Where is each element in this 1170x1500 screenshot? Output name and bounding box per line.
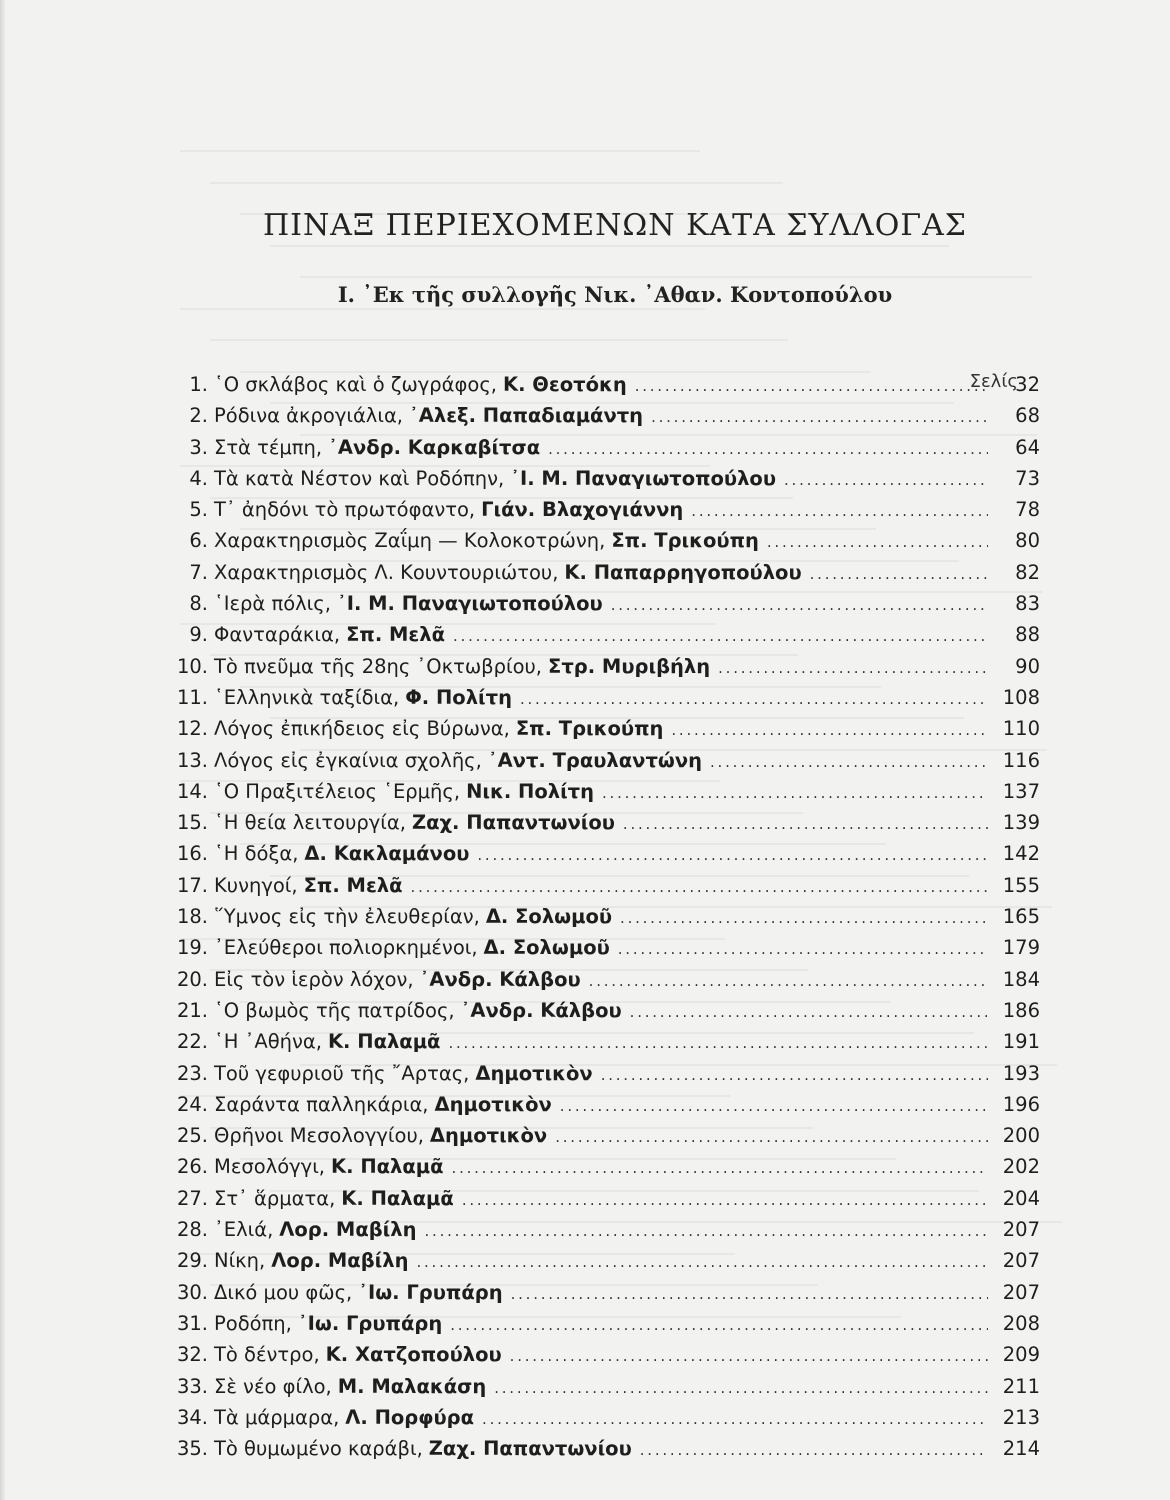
entry-page: 191 — [1002, 1030, 1040, 1054]
dot-leader — [618, 934, 988, 965]
entry-title: Χαρακτηρισμὸς Λ. Κουντουριώτου, — [214, 560, 559, 584]
toc-entry — [168, 494, 1040, 525]
entry-number: 24. — [176, 1092, 208, 1116]
dot-leader — [555, 1122, 988, 1153]
dot-leader — [452, 1153, 988, 1184]
bleed-through-line — [210, 339, 788, 341]
entry-page: 137 — [1002, 779, 1040, 803]
entry-author: Σπ. Μελᾶ — [303, 873, 403, 897]
entry-page: 32 — [1015, 373, 1040, 396]
toc-entry — [168, 400, 1040, 431]
toc-entry — [168, 1402, 1040, 1433]
toc-entry — [168, 1339, 1040, 1370]
entry-number: 1. — [189, 373, 208, 396]
entry-author: Λορ. Μαβίλη — [271, 1249, 409, 1273]
toc-entry — [168, 838, 1040, 869]
toc-entry — [168, 1371, 1040, 1402]
toc-entry — [168, 1058, 1040, 1089]
toc-entry — [168, 1120, 1040, 1151]
entry-number: 21. — [176, 998, 208, 1022]
dot-leader — [589, 966, 988, 997]
toc-entry — [168, 807, 1040, 838]
entry-title: Δικό μου φῶς, — [214, 1280, 353, 1304]
entry-number: 8. — [189, 592, 208, 616]
entry-author: Ζαχ. Παπαντωνίου — [411, 811, 615, 835]
toc-entry — [168, 557, 1040, 588]
entry-author: Γιάν. Βλαχογιάννη — [481, 498, 684, 522]
entry-number: 35. — [176, 1437, 208, 1461]
dot-leader — [611, 590, 988, 621]
entry-page: 88 — [1015, 623, 1040, 647]
toc-entry — [168, 1308, 1040, 1339]
entry-author: Λορ. Μαβίλη — [279, 1218, 417, 1242]
toc-entry — [168, 1026, 1040, 1057]
dot-leader — [450, 1310, 988, 1341]
entry-number: 7. — [189, 560, 208, 584]
entry-title: Λόγος εἰς ἐγκαίνια σχολῆς, — [214, 748, 482, 772]
entry-author: Λ. Πορφύρα — [345, 1405, 475, 1429]
entry-page: 209 — [1002, 1343, 1040, 1367]
entry-number: 33. — [176, 1374, 208, 1398]
toc-entry — [168, 995, 1040, 1026]
entry-author: Σπ. Τρικούπη — [515, 717, 664, 741]
bleed-through-line — [180, 308, 705, 310]
entry-page: 68 — [1015, 404, 1040, 428]
dot-leader — [640, 1435, 988, 1466]
entry-author: Νικ. Πολίτη — [466, 779, 595, 803]
dot-leader — [548, 434, 988, 465]
bleed-through-line — [210, 182, 783, 184]
entry-author: ᾿Ι. Μ. Παναγιωτοπούλου — [510, 466, 776, 490]
dot-leader — [510, 1341, 988, 1372]
entry-page: 196 — [1002, 1092, 1040, 1116]
dot-leader — [520, 684, 988, 715]
entry-number: 32. — [176, 1343, 208, 1367]
entry-number: 3. — [189, 435, 208, 459]
entry-author: Κ. Παλαμᾶ — [327, 1030, 441, 1054]
entry-author: Δημοτικὸν — [429, 1124, 548, 1148]
entry-title: Τὸ πνεῦμα τῆς 28ης ᾿Οκτωβρίου, — [214, 654, 543, 678]
entry-title: ῾Ο βωμὸς τῆς πατρίδος, — [214, 998, 455, 1022]
dot-leader — [411, 872, 988, 903]
entry-number: 27. — [176, 1186, 208, 1210]
entry-page: 179 — [1002, 936, 1040, 960]
entry-author: ᾿Ιω. Γρυπάρη — [297, 1311, 443, 1335]
entry-title: ῾Η δόξα, — [214, 842, 299, 866]
entry-number: 12. — [176, 717, 208, 741]
toc-entry — [168, 964, 1040, 995]
entry-author: ᾿Ανδρ. Κάλβου — [460, 998, 622, 1022]
dot-leader — [511, 1279, 988, 1310]
table-of-contents — [168, 367, 1040, 1464]
entry-author: Κ. Παλαμᾶ — [331, 1155, 444, 1179]
dot-leader — [462, 1185, 988, 1216]
entry-author: Δημοτικὸν — [434, 1092, 552, 1116]
entry-number: 17. — [176, 873, 208, 897]
entry-title: Σὲ νέο φίλο, — [214, 1374, 332, 1398]
entry-page: 73 — [1015, 466, 1040, 490]
entry-page: 64 — [1015, 435, 1040, 459]
dot-leader — [425, 1216, 989, 1247]
toc-entry — [168, 776, 1040, 807]
entry-number: 23. — [176, 1061, 208, 1085]
entry-page: 214 — [1002, 1437, 1040, 1461]
entry-title: ῾Ιερὰ πόλις, — [214, 592, 331, 616]
entry-title: ῾Η θεία λειτουργία, — [214, 811, 406, 835]
dot-leader — [784, 465, 988, 496]
dot-leader — [620, 903, 988, 934]
entry-author: ᾿Ανδρ. Κάλβου — [419, 967, 581, 991]
toc-entry — [168, 619, 1040, 650]
entry-page: 202 — [1002, 1155, 1040, 1179]
entry-page: 207 — [1002, 1280, 1040, 1304]
toc-entry — [168, 369, 1040, 400]
entry-title: ᾿Ελιά, — [214, 1218, 274, 1242]
toc-entry — [168, 682, 1040, 713]
entry-page: 186 — [1002, 998, 1040, 1022]
entry-page: 155 — [1002, 873, 1040, 897]
entry-number: 15. — [176, 811, 208, 835]
entry-title: ᾿Ελεύθεροι πολιορκημένοι, — [214, 936, 478, 960]
entry-page: 193 — [1002, 1061, 1040, 1085]
entry-title: Στ᾿ ἅρματα, — [214, 1186, 336, 1210]
entry-title: Τ᾿ ἀηδόνι τὸ πρωτόφαντο, — [214, 498, 476, 522]
entry-author: ᾿Αλεξ. Παπαδιαμάντη — [409, 404, 644, 428]
entry-page: 110 — [1002, 717, 1040, 741]
entry-author: Στρ. Μυριβήλη — [548, 654, 711, 678]
toc-entry — [168, 463, 1040, 494]
dot-leader — [482, 1404, 988, 1435]
entry-title: Νίκη, — [214, 1249, 266, 1273]
entry-number: 16. — [176, 842, 208, 866]
entry-author: ᾿Αντ. Τραυλαντώνη — [487, 748, 703, 772]
toc-entry — [168, 1277, 1040, 1308]
entry-page: 165 — [1002, 905, 1040, 929]
entry-title: Σαράντα παλληκάρια, — [214, 1092, 429, 1116]
toc-entry — [168, 1433, 1040, 1464]
toc-entry — [168, 651, 1040, 682]
entry-title: ῾Η ᾿Αθήνα, — [214, 1030, 322, 1054]
entry-number: 4. — [189, 466, 208, 490]
entry-page: 204 — [1002, 1186, 1040, 1210]
entry-number: 10. — [176, 654, 208, 678]
toc-entry — [168, 588, 1040, 619]
entry-page: 116 — [1002, 748, 1040, 772]
entry-author: ᾿Ιω. Γρυπάρη — [358, 1280, 503, 1304]
dot-leader — [448, 1028, 988, 1059]
entry-number: 11. — [176, 685, 208, 709]
entry-title: Τὰ μάρμαρα, — [214, 1405, 340, 1429]
toc-entry — [168, 1089, 1040, 1120]
dot-leader — [416, 1247, 988, 1278]
entry-author: ᾿Ανδρ. Καρκαβίτσα — [328, 435, 541, 459]
toc-entry — [168, 1151, 1040, 1182]
entry-author: Κ. Θεοτόκη — [502, 373, 627, 396]
entry-title: Ρόδινα ἀκρογιάλια, — [214, 404, 404, 428]
entry-page: 82 — [1015, 560, 1040, 584]
entry-title: Κυνηγοί, — [214, 873, 298, 897]
entry-page: 200 — [1002, 1124, 1040, 1148]
dot-leader — [767, 527, 988, 558]
entry-page: 90 — [1015, 654, 1040, 678]
page-column-label: Σελίς — [969, 371, 1018, 392]
entry-page: 142 — [1002, 842, 1040, 866]
entry-page: 83 — [1015, 592, 1040, 616]
dot-leader — [623, 809, 988, 840]
entry-title: Ροδόπη, — [214, 1311, 292, 1335]
entry-title: Θρῆνοι Μεσολογγίου, — [214, 1124, 424, 1148]
dot-leader — [453, 621, 988, 652]
section-heading: Ι. ᾿Εκ τῆς συλλογῆς Νικ. ᾿Αθαν. Κοντοπούλου — [337, 282, 893, 307]
dot-leader — [494, 1373, 988, 1404]
entry-number: 25. — [176, 1124, 208, 1148]
dot-leader — [601, 1060, 988, 1091]
entry-title: Εἰς τὸν ἱερὸν λόχον, — [214, 967, 414, 991]
entry-author: Δημοτικὸν — [475, 1061, 593, 1085]
dot-leader — [710, 747, 988, 778]
entry-number: 5. — [189, 498, 208, 522]
toc-entry — [168, 432, 1040, 463]
entry-author: Κ. Χατζοπούλου — [325, 1343, 502, 1367]
dot-leader — [602, 778, 988, 809]
entry-number: 30. — [176, 1280, 208, 1304]
entry-author: Ζαχ. Παπαντωνίου — [428, 1437, 632, 1461]
entry-page: 108 — [1002, 685, 1040, 709]
dot-leader — [810, 559, 988, 590]
dot-leader — [651, 402, 988, 433]
toc-entry — [168, 1183, 1040, 1214]
entry-author: Δ. Σολωμοῦ — [485, 905, 613, 929]
entry-author: Σπ. Τρικούπη — [611, 529, 759, 553]
entry-number: 6. — [189, 529, 208, 553]
entry-number: 22. — [176, 1030, 208, 1054]
entry-number: 14. — [176, 779, 208, 803]
page-edge-shadow — [0, 0, 6, 1500]
dot-leader — [635, 371, 988, 402]
toc-entry — [168, 713, 1040, 744]
entry-title: ῞Υμνος εἰς τὴν ἐλευθερίαν, — [214, 905, 480, 929]
entry-author: Σπ. Μελᾶ — [346, 623, 446, 647]
entry-page: 184 — [1002, 967, 1040, 991]
bleed-through-line — [270, 245, 949, 247]
dot-leader — [718, 653, 988, 684]
entry-title: ῾Ελληνικὰ ταξίδια, — [214, 685, 400, 709]
entry-page: 80 — [1015, 529, 1040, 553]
entry-number: 34. — [176, 1405, 208, 1429]
entry-title: Τοῦ γεφυριοῦ τῆς ῎Αρτας, — [214, 1061, 470, 1085]
entry-title: ῾Ο Πραξιτέλειος ῾Ερμῆς, — [214, 779, 461, 803]
entry-number: 31. — [176, 1311, 208, 1335]
dot-leader — [671, 715, 988, 746]
entry-title: Τὰ κατὰ Νέστον καὶ Ροδόπην, — [214, 466, 505, 490]
entry-page: 211 — [1002, 1374, 1040, 1398]
entry-number: 20. — [176, 967, 208, 991]
entry-author: Δ. Κακλαμάνου — [304, 842, 470, 866]
entry-number: 13. — [176, 748, 208, 772]
entry-number: 26. — [176, 1155, 208, 1179]
entry-title: Τὸ θυμωμένο καράβι, — [214, 1437, 423, 1461]
entry-number: 9. — [189, 623, 208, 647]
entry-author: Μ. Μαλακάση — [337, 1374, 487, 1398]
bleed-through-line — [180, 150, 700, 152]
entry-title: ῾Ο σκλάβος καὶ ὁ ζωγράφος, — [214, 373, 497, 396]
toc-entry — [168, 1214, 1040, 1245]
entry-number: 28. — [176, 1218, 208, 1242]
entry-page: 207 — [1002, 1249, 1040, 1273]
dot-leader — [560, 1091, 988, 1122]
toc-entry — [168, 870, 1040, 901]
entry-author: Κ. Παπαρρηγοπούλου — [564, 560, 802, 584]
entry-number: 19. — [176, 936, 208, 960]
entry-page: 207 — [1002, 1218, 1040, 1242]
entry-title: Μεσολόγγι, — [214, 1155, 326, 1179]
entry-title: Τὸ δέντρο, — [214, 1343, 320, 1367]
entry-number: 2. — [189, 404, 208, 428]
dot-leader — [691, 496, 988, 527]
entry-author: Δ. Σολωμοῦ — [483, 936, 610, 960]
entry-author: ᾿Ι. Μ. Παναγιωτοπούλου — [336, 592, 603, 616]
toc-entry — [168, 901, 1040, 932]
entry-title: Φανταράκια, — [214, 623, 341, 647]
toc-entry — [168, 1245, 1040, 1276]
entry-number: 29. — [176, 1249, 208, 1273]
entry-page: 208 — [1002, 1311, 1040, 1335]
entry-author: Κ. Παλαμᾶ — [341, 1186, 454, 1210]
bleed-through-line — [300, 276, 1032, 278]
entry-page: 139 — [1002, 811, 1040, 835]
entry-page: 213 — [1002, 1405, 1040, 1429]
entry-title: Στὰ τέμπη, — [214, 435, 323, 459]
entry-title: Λόγος ἐπικήδειος εἰς Βύρωνα, — [214, 717, 510, 741]
toc-entry — [168, 525, 1040, 556]
entry-page: 78 — [1015, 498, 1040, 522]
toc-entry — [168, 932, 1040, 963]
entry-title: Χαρακτηρισμὸς Ζαΐμη — Κολοκοτρώνη, — [214, 529, 606, 553]
dot-leader — [630, 997, 988, 1028]
toc-entry — [168, 745, 1040, 776]
entry-author: Φ. Πολίτη — [405, 685, 512, 709]
dot-leader — [477, 840, 988, 871]
entry-number: 18. — [176, 905, 208, 929]
page-title: ΠΙΝΑΞ ΠΕΡΙΕΧΟΜΕΝΩΝ ΚΑΤΑ ΣΥΛΛΟΓΑΣ — [263, 208, 967, 243]
